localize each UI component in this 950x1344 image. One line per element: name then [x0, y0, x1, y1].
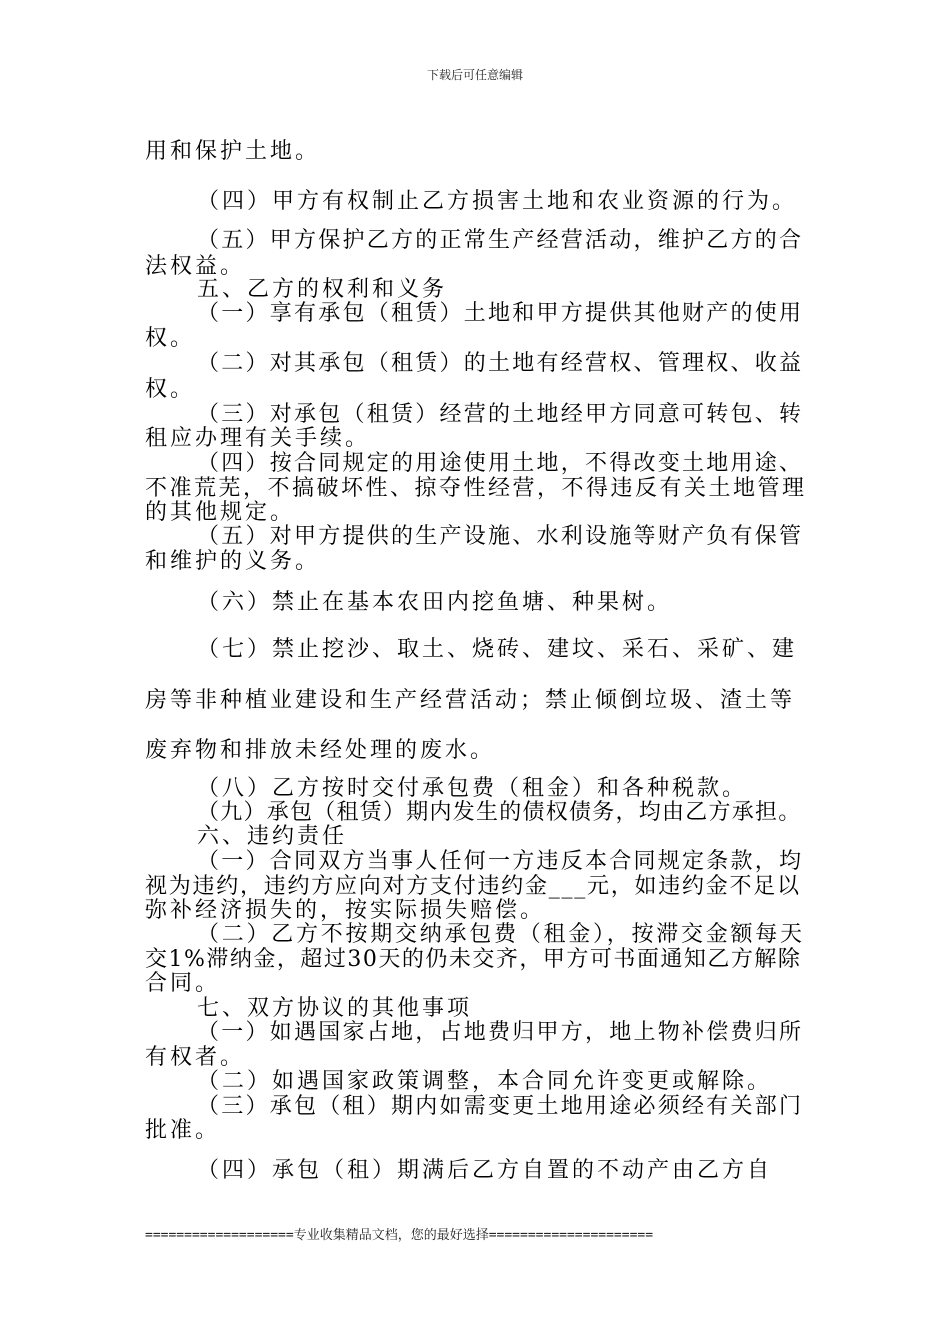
- text-line: 不准荒芜，不搞破坏性、掠夺性经营，不得违反有关土地管理: [145, 476, 807, 501]
- text-line: 和维护的义务。: [145, 549, 321, 574]
- text-line: 的其他规定。: [145, 500, 296, 525]
- section-heading: 七、双方协议的其他事项: [197, 996, 473, 1021]
- text-line: 有权者。: [145, 1045, 246, 1070]
- text-line: 弥补经济损失的，按实际损失赔偿。: [145, 898, 546, 923]
- text-line: 房等非种植业建设和生产经营活动；禁止倾倒垃圾、渣土等: [145, 688, 796, 713]
- text-line: 权。: [145, 377, 196, 402]
- text-line: （五）甲方保护乙方的正常生产经营活动，维护乙方的合: [197, 228, 804, 253]
- section-heading: 五、乙方的权利和义务: [197, 277, 448, 302]
- text-line: （一）合同双方当事人任何一方违反本合同规定条款，均: [197, 849, 804, 874]
- text-line: （四）甲方有权制止乙方损害土地和农业资源的行为。: [197, 189, 798, 214]
- text-line: （三）对承包（租赁）经营的土地经甲方同意可转包、转: [197, 402, 804, 427]
- text-line: （九）承包（租赁）期内发生的债权债务，均由乙方承担。: [197, 800, 802, 825]
- text-line: （四）按合同规定的用途使用土地，不得改变土地用途、: [197, 451, 804, 476]
- text-line: 批准。: [145, 1118, 221, 1143]
- text-line: （二）乙方不按期交纳承包费（租金），按滞交金额每天: [197, 922, 805, 947]
- text-line: 法权益。: [145, 254, 246, 279]
- text-line: （二）如遇国家政策调整，本合同允许变更或解除。: [197, 1069, 773, 1094]
- text-line: （五）对甲方提供的生产设施、水利设施等财产负有保管: [197, 524, 804, 549]
- page-header-note: 下载后可任意编辑: [426, 68, 523, 82]
- text-line: （三）承包（租）期内如需变更土地用途必须经有关部门: [197, 1094, 804, 1119]
- text-line: （四）承包（租）期满后乙方自置的不动产由乙方自: [197, 1158, 773, 1183]
- section-heading: 六、违约责任: [197, 824, 348, 849]
- page-footer-note: ===================专业收集精品文档，您的最好选择=====================: [145, 1228, 654, 1243]
- text-line: 废弃物和排放未经处理的废水。: [145, 738, 496, 763]
- text-line: 用和保护土地。: [145, 139, 321, 164]
- text-line: （八）乙方按时交付承包费（租金）和各种税款。: [197, 776, 748, 801]
- text-line: （二）对其承包（租赁）的土地有经营权、管理权、收益: [197, 351, 804, 376]
- text-line: 租应办理有关手续。: [145, 426, 371, 451]
- text-line: 合同。: [145, 971, 221, 996]
- text-line: （一）如遇国家占地，占地费归甲方，地上物补偿费归所: [197, 1020, 804, 1045]
- text-line: 视为违约，违约方应向对方支付违约金___元，如违约金不足以: [145, 874, 801, 899]
- text-line: （一）享有承包（租赁）土地和甲方提供其他财产的使用: [197, 301, 804, 326]
- text-line: （七）禁止挖沙、取土、烧砖、建坟、采石、采矿、建: [197, 637, 798, 662]
- text-line: 权。: [145, 326, 196, 351]
- text-line: 交1%滞纳金，超过30天的仍未交齐，甲方可书面通知乙方解除: [145, 947, 802, 972]
- text-line: （六）禁止在基本农田内挖鱼塘、种果树。: [197, 590, 673, 615]
